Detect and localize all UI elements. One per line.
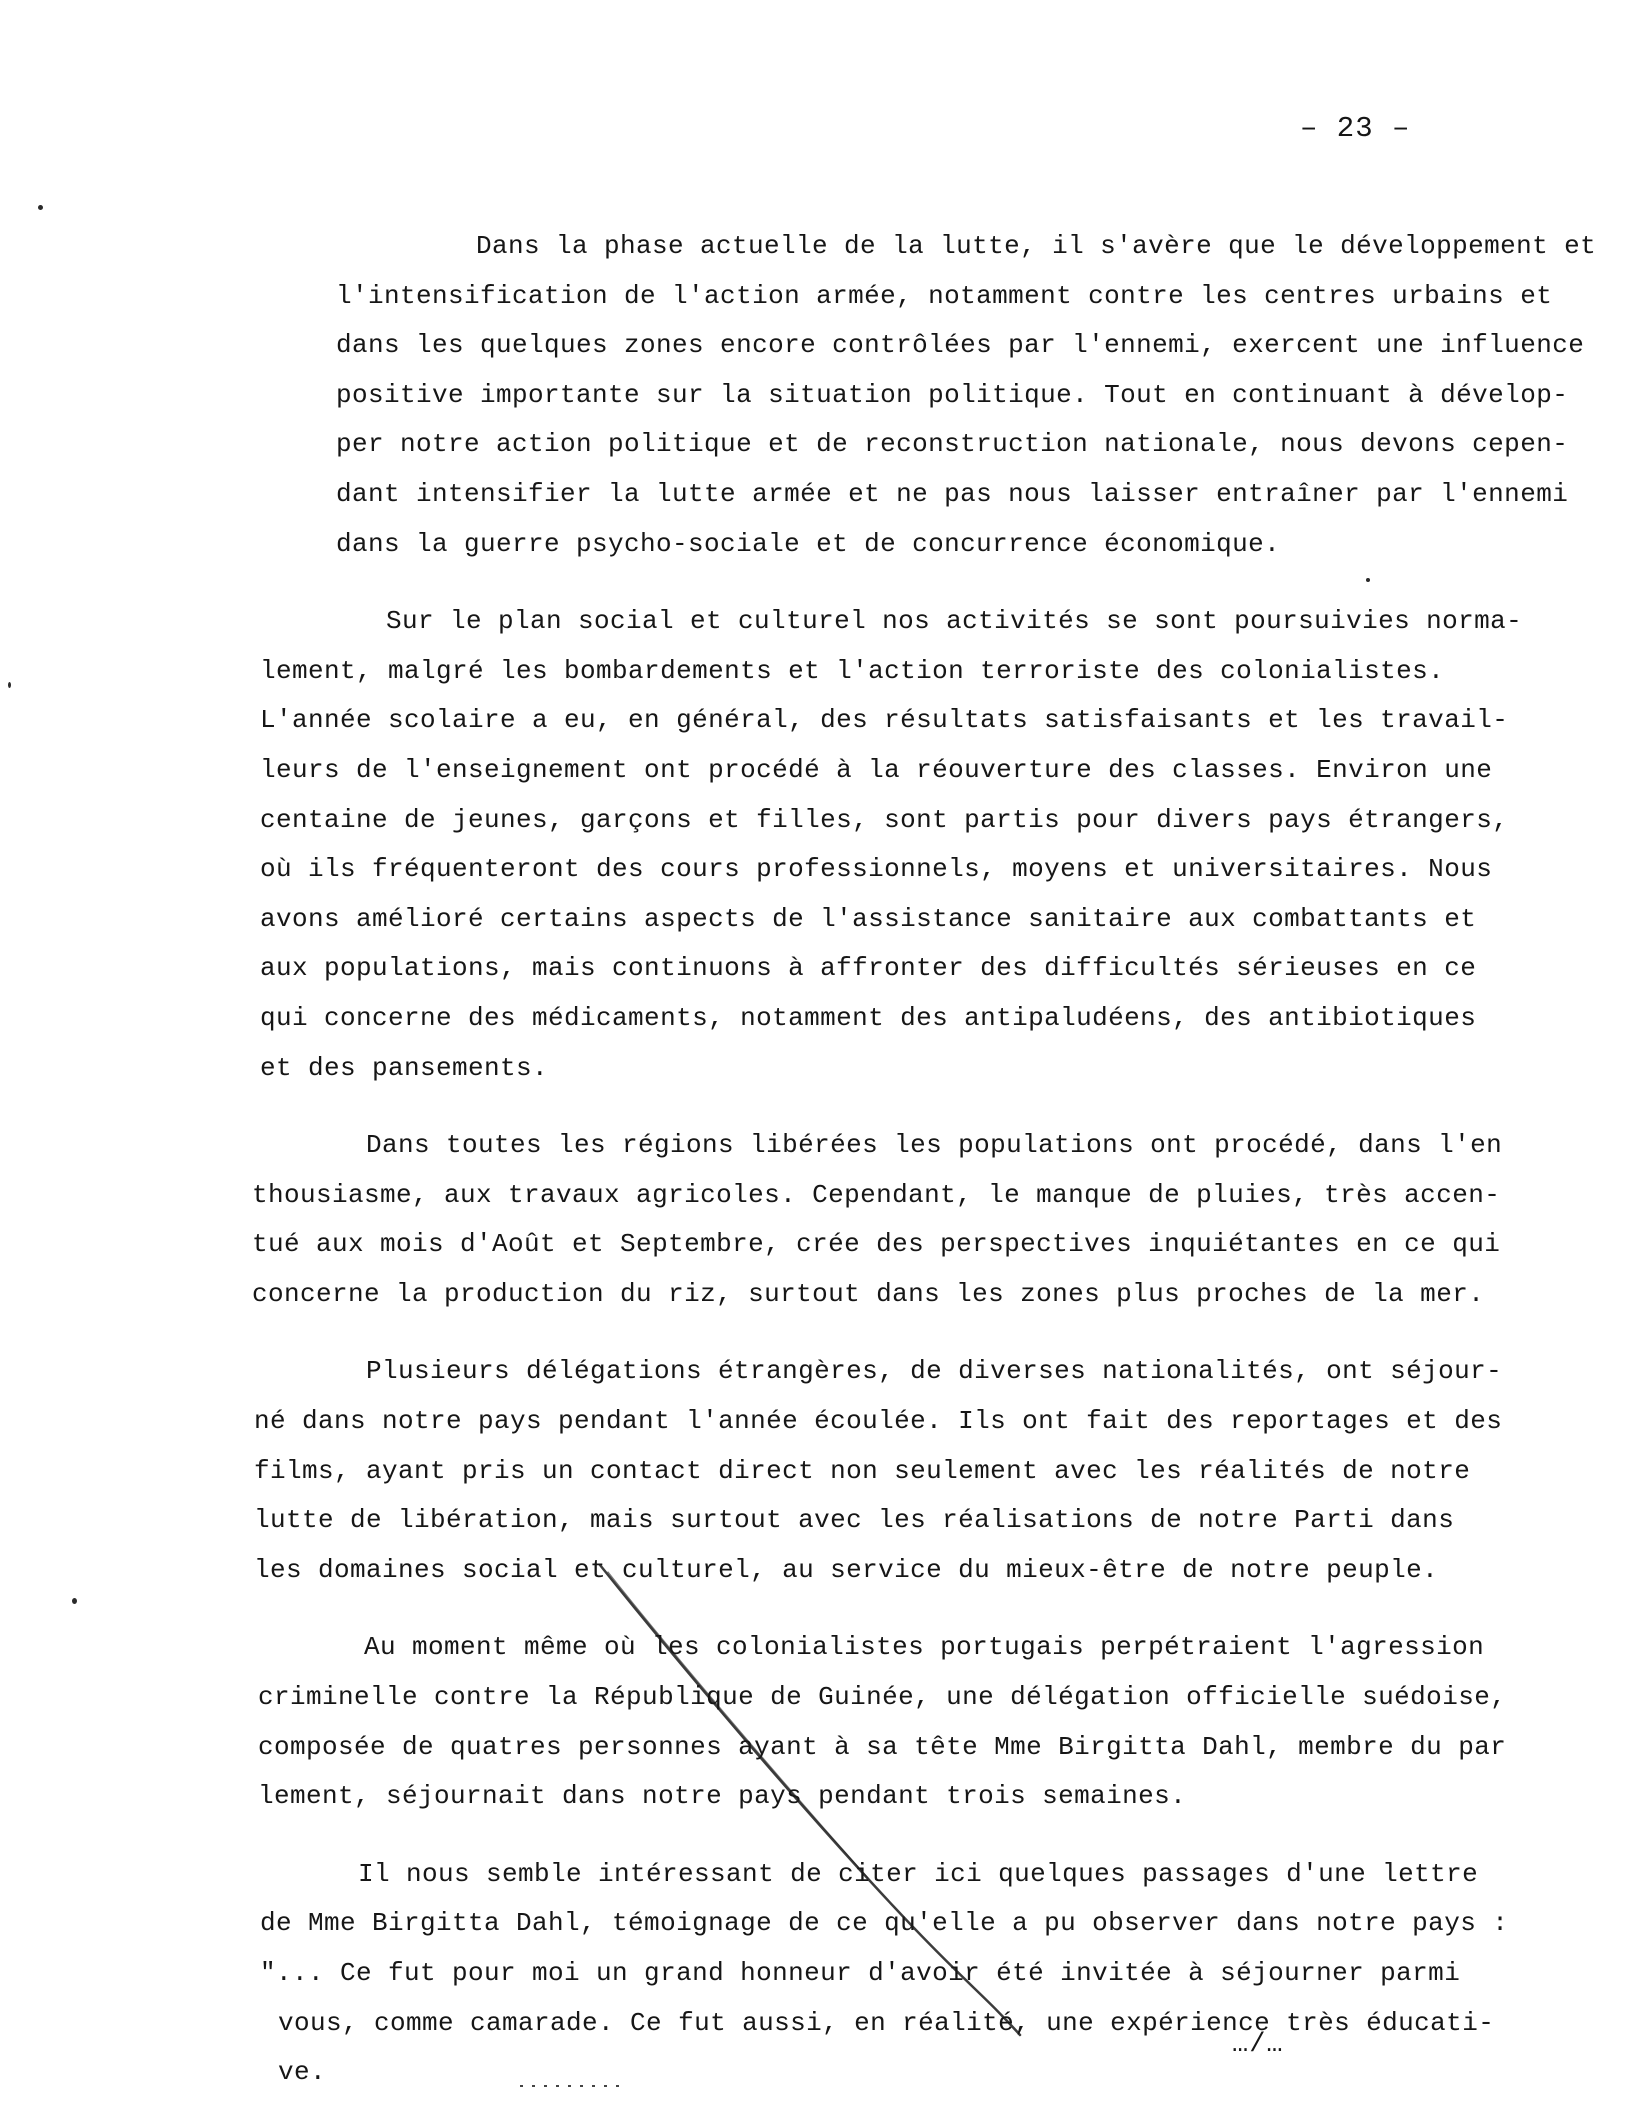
text-line: Sur le plan social et culturel nos activités se sont poursuivies norma- bbox=[386, 606, 1523, 637]
page-number: – 23 – bbox=[1300, 112, 1411, 145]
text-line: films, ayant pris un contact direct non seulement avec les réalités de notre bbox=[254, 1455, 1471, 1486]
text-line: l'intensification de l'action armée, notamment contre les centres urbains et bbox=[336, 280, 1553, 311]
text-line: qui concerne des médicaments, notamment des antipaludéens, des antibiotiques bbox=[260, 1002, 1477, 1033]
text-line: ve. bbox=[278, 2057, 327, 2088]
continuation-mark: …/… bbox=[1232, 2030, 1284, 2060]
text-line: né dans notre pays pendant l'année écoulée. Ils ont fait des reportages et des bbox=[254, 1406, 1503, 1437]
text-line: Il nous semble intéressant de citer ici quelques passages d'une lettre bbox=[358, 1858, 1479, 1889]
paragraph-1 bbox=[278, 222, 1597, 569]
text-line: où ils fréquenteront des cours professionnels, moyens et universitaires. Nous bbox=[260, 854, 1493, 885]
text-line: per notre action politique et de reconstruction nationale, nous devons cepen- bbox=[336, 429, 1569, 460]
text-line: Dans la phase actuelle de la lutte, il s'avère que le développement et bbox=[476, 231, 1597, 261]
text-line: et des pansements. bbox=[260, 1052, 549, 1083]
text-line: leurs de l'enseignement ont procédé à la réouverture des classes. Environ une bbox=[260, 754, 1493, 785]
text-line: lement, séjournait dans notre pays pendant trois semaines. bbox=[258, 1781, 1187, 1812]
text-line: tué aux mois d'Août et Septembre, crée des perspectives inquiétantes en ce qui bbox=[252, 1229, 1501, 1260]
paragraph-6 bbox=[260, 1850, 1540, 2098]
text-line: composée de quatres personnes ayant à sa tête Mme Birgitta Dahl, membre du par bbox=[258, 1731, 1507, 1762]
text-line: les domaines social et culturel, au service du mieux-être de notre peuple. bbox=[254, 1554, 1439, 1585]
text-line: lutte de libération, mais surtout avec les réalisations de notre Parti dans bbox=[254, 1505, 1455, 1536]
text-line: lement, malgré les bombardements et l'action terroriste des colonialistes. bbox=[260, 655, 1445, 686]
paragraph-5 bbox=[258, 1623, 1540, 1821]
text-line: L'année scolaire a eu, en général, des résultats satisfaisants et les travail- bbox=[260, 705, 1509, 736]
text-line: concerne la production du riz, surtout dans les zones plus proches de la mer. bbox=[252, 1278, 1485, 1309]
text-line: thousiasme, aux travaux agricoles. Cependant, le manque de pluies, très accen- bbox=[252, 1179, 1501, 1210]
text-line: dans la guerre psycho-sociale et de concurrence économique. bbox=[336, 528, 1281, 559]
text-line: de Mme Birgitta Dahl, témoignage de ce qu'elle a pu observer dans notre pays : bbox=[260, 1908, 1509, 1939]
paragraph-2 bbox=[260, 597, 1540, 1093]
paragraph-4 bbox=[254, 1347, 1540, 1595]
body-text bbox=[252, 222, 1597, 2126]
text-line: avons amélioré certains aspects de l'assistance sanitaire aux combattants et bbox=[260, 903, 1477, 934]
scan-speck bbox=[8, 682, 11, 688]
text-line: centaine de jeunes, garçons et filles, sont partis pour divers pays étrangers, bbox=[260, 804, 1509, 835]
scan-speck bbox=[38, 205, 43, 210]
text-line: "... Ce fut pour moi un grand honneur d'avoir été invitée à séjourner parmi bbox=[260, 1958, 1461, 1988]
text-line: vous, comme camarade. Ce fut aussi, en réalité, une expérience très éducati- bbox=[278, 2007, 1495, 2038]
text-line: dans les quelques zones encore contrôlées par l'ennemi, exercent une influence bbox=[336, 330, 1585, 361]
text-line: criminelle contre la République de Guinée, une délégation officielle suédoise, bbox=[258, 1682, 1507, 1713]
text-line: Au moment même où les colonialistes portugais perpétraient l'agression bbox=[364, 1632, 1485, 1663]
text-line: aux populations, mais continuons à affronter des difficultés sérieuses en ce bbox=[260, 953, 1477, 984]
text-line: Dans toutes les régions libérées les populations ont procédé, dans l'en bbox=[366, 1130, 1503, 1161]
text-line: positive importante sur la situation politique. Tout en continuant à dévelop- bbox=[336, 379, 1569, 410]
scan-speck bbox=[72, 1598, 77, 1604]
text-line: Plusieurs délégations étrangères, de diverses nationalités, ont séjour- bbox=[366, 1356, 1503, 1387]
paragraph-3 bbox=[252, 1121, 1540, 1319]
text-line: dant intensifier la lutte armée et ne pas nous laisser entraîner par l'ennemi bbox=[336, 478, 1569, 509]
scan-speck bbox=[1366, 578, 1370, 582]
